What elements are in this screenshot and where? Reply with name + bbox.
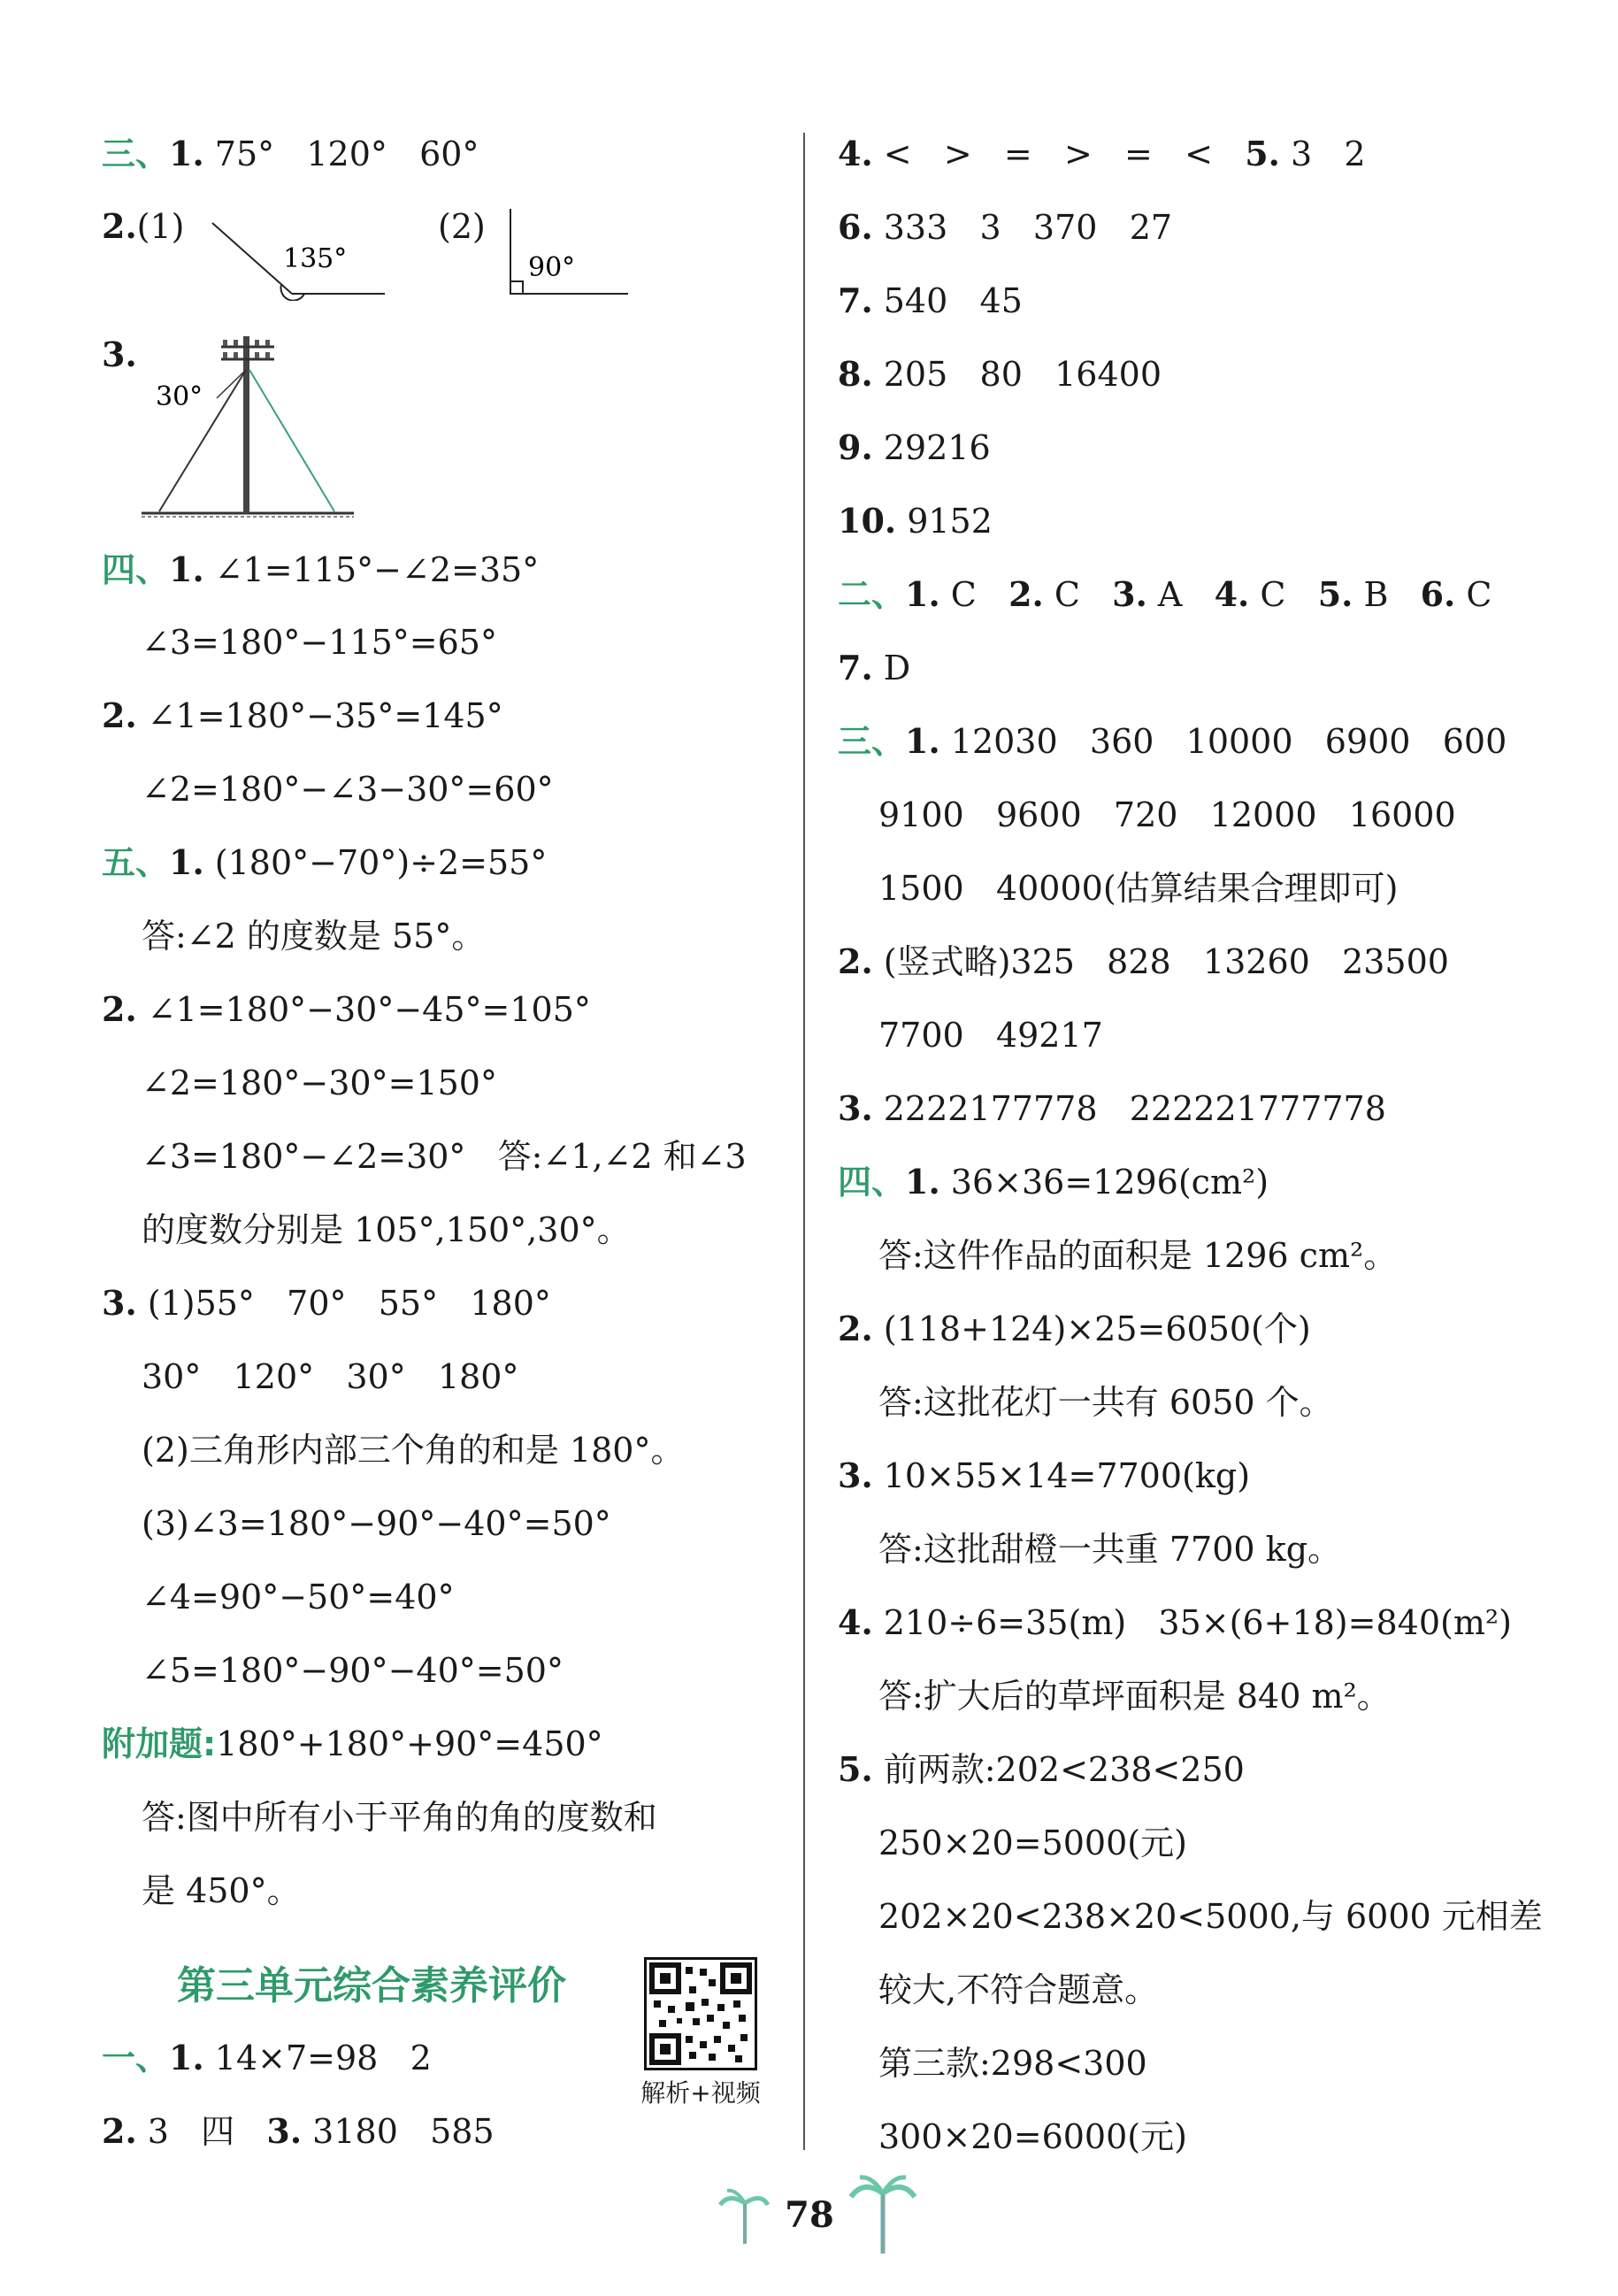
angle-135-label: 135° [283, 243, 348, 274]
answer-line: ∠3=180°−115°=65° [142, 623, 497, 662]
answer-line: 4. < > = > = < 5. 3 2 [838, 134, 1366, 173]
column-divider [803, 133, 805, 2150]
answer-line: 四、1. 36×36=1296(cm²) [838, 1162, 1269, 1202]
answer-line: 四、1. ∠1=115°−∠2=35° [102, 549, 540, 589]
answer-line: 3. (1)55° 70° 55° 180° [102, 1283, 551, 1323]
answer-line: ∠2=180°−∠3−30°=60° [142, 770, 554, 809]
answer-line: ∠5=180°−90°−40°=50° [142, 1651, 564, 1690]
answer-line: 第三款:298<300 [878, 2044, 1147, 2083]
answer-line: 5. 前两款:202<238<250 [838, 1749, 1245, 1789]
answer-line: ∠3=180°−∠2=30° 答:∠1,∠2 和∠3 [142, 1137, 747, 1176]
answer-line: 8. 205 80 16400 [838, 354, 1162, 394]
angle-90-figure [500, 202, 633, 299]
answer-line: 9. 29216 [838, 427, 991, 467]
answer-line: 2.(1) [102, 206, 185, 246]
palm-tree-icon [717, 2185, 770, 2247]
answer-line: 250×20=5000(元) [878, 1824, 1187, 1862]
answer-line: 2. ∠1=180°−35°=145° [102, 695, 503, 735]
page-number: 78 [785, 2194, 834, 2236]
answer-line: 7. D [838, 648, 911, 687]
answer-line: 3. [102, 334, 137, 374]
answer-line: 7. 540 45 [838, 280, 1023, 320]
answer-line: ∠2=180°−30°=150° [142, 1064, 497, 1102]
answer-line: 3. 2222177778 222221777778 [838, 1088, 1386, 1128]
utility-pole-figure [133, 327, 363, 522]
answer-line: 10. 9152 [838, 501, 993, 541]
answer-line: 6. 333 3 370 27 [838, 207, 1173, 247]
answer-line: 附加题:180°+180°+90°=450° [102, 1724, 603, 1763]
unit-title: 第三单元综合素养评价 [177, 1963, 566, 2008]
answer-line: (3)∠3=180°−90°−40°=50° [142, 1504, 611, 1543]
answer-line: ∠4=90°−50°=40° [142, 1578, 455, 1616]
answer-line: 9100 9600 720 12000 16000 [878, 795, 1456, 834]
answer-line: 五、1. (180°−70°)÷2=55° [102, 842, 548, 882]
answer-line: 答:这批花灯一共有 6050 个。 [878, 1383, 1333, 1422]
answer-line: 三、1. 12030 360 10000 6900 600 [838, 721, 1507, 761]
answer-line: 202×20<238×20<5000,与 6000 元相差 [878, 1897, 1543, 1936]
qr-code[interactable] [644, 1957, 757, 2070]
answer-line: 答:这批甜橙一共重 7700 kg。 [878, 1530, 1342, 1569]
answer-line: 答:这件作品的面积是 1296 cm²。 [878, 1236, 1398, 1275]
answer-line: (2) [438, 207, 486, 246]
answer-line: 2. (118+124)×25=6050(个) [838, 1309, 1311, 1348]
answer-line: 答:∠2 的度数是 55°。 [142, 917, 486, 956]
answer-line: 7700 49217 [878, 1016, 1103, 1055]
answer-line: 300×20=6000(元) [878, 2117, 1187, 2156]
answer-line: 3. 10×55×14=7700(kg) [838, 1455, 1251, 1495]
answer-line: 答:图中所有小于平角的角的度数和 [142, 1798, 657, 1837]
answer-line: 一、1. 14×7=98 2 [102, 2038, 432, 2077]
answer-line: 三、1. 75° 120° 60° [102, 134, 479, 173]
palm-tree-icon [847, 2172, 918, 2256]
answer-line: 2. ∠1=180°−30°−45°=105° [102, 989, 591, 1029]
qr-caption: 解析+视频 [640, 2078, 761, 2108]
pole-angle-label: 30° [156, 381, 203, 412]
answer-line: 4. 210÷6=35(m) 35×(6+18)=840(m²) [838, 1602, 1512, 1642]
answer-line: 较大,不符合题意。 [878, 1970, 1159, 2009]
answer-line: 2. (竖式略)325 828 13260 23500 [838, 941, 1449, 981]
answer-line: 2. 3 四 3. 3180 585 [102, 2111, 495, 2151]
angle-90-label: 90° [528, 252, 576, 283]
answer-line: 答:扩大后的草坪面积是 840 m²。 [878, 1677, 1391, 1716]
angle-135-figure [203, 212, 389, 301]
answer-line: (2)三角形内部三个角的和是 180°。 [142, 1431, 685, 1470]
answer-line: 1500 40000(估算结果合理即可) [878, 869, 1399, 908]
answer-line: 是 450°。 [142, 1871, 301, 1910]
answer-line: 二、1. C 2. C 3. A 4. C 5. B 6. C [838, 574, 1492, 614]
answer-line: 30° 120° 30° 180° [142, 1357, 519, 1396]
answer-line: 的度数分别是 105°,150°,30°。 [142, 1210, 631, 1249]
